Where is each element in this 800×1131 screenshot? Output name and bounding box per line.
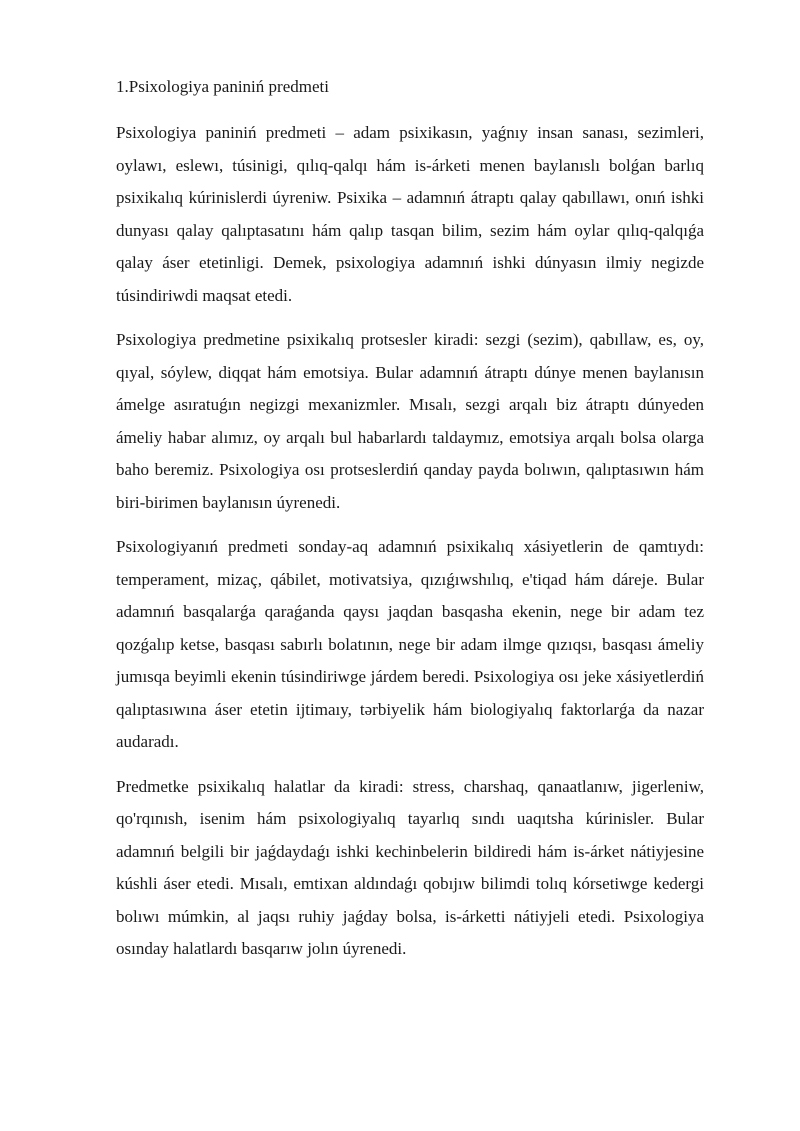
paragraph-2: Psixologiya predmetine psixikalıq protsesler kiradi: sezgi (sezim), qabıllaw, es, oy, qıyal, sóylew, diqqat hám emotsiya. Bular adamnıń átraptı dúnye menen baylanısın ámelge asıratuǵın negizgi mexanizmler. Mısalı, sezgi arqalı biz átraptı dúnyeden ámeliy habar alımız, oy arqalı bul habarlardı taldaymız, emotsiya arqalı bolsa olarga baho beremiz. Psixologiya osı protseslerdiń qanday payda bolıwın, qalıptasıwın hám biri-birimen baylanısın úyrenedi. <box>116 330 704 512</box>
section-heading: 1.Psixologiya paniniń predmeti <box>116 77 329 96</box>
document-body <box>116 74 704 978</box>
paragraph-3: Psixologiyanıń predmeti sonday-aq adamnıń psixikalıq xásiyetlerin de qamtıydı: temperament, mizaç, qábilet, motivatsiya, qızıǵıwshılıq, e'tiqad hám dáreje. Bular adamnıń basqalarǵa qaraǵanda qaysı jaqdan basqasha ekenin, nege bir adam tez qozǵalıp ketse, basqası sabırlı bolatının, nege bir adam ilmge qızıqsı, basqası ámeliy jumısqa beyimli ekenin túsindiriwge járdem beredi. Psixologiya osı jeke xásiyetlerdiń qalıptasıwına áser etetin ijtimaıy, tərbiyelik hám biologiyalıq faktorlarǵa da nazar audaradı. <box>116 537 704 751</box>
paragraph-1: Psixologiya paniniń predmeti – adam psixikasın, yaǵnıy insan sanası, sezimleri, oylawı, eslewı, túsinigi, qılıq-qalqı hám is-árketi menen baylanıslı bolǵan barlıq psixikalıq kúrinislerdi úyreniw. Psixika – adamnıń átraptı qalay qabıllawı, onıń ishki dunyası qalay qalıptasatını hám qalıp tasqan bilim, sezim hám oylar qılıq-qalqıǵa qalay áser etetinligi. Demek, psixologiya adamnıń ishki dúnyasın ilmiy negizde túsindiriwdi maqsat etedi. <box>116 123 704 305</box>
paragraph-4: Predmetke psixikalıq halatlar da kiradi: stress, charshaq, qanaatlanıw, jigerleniw, qo'rqınısh, isenim hám psixologiyalıq tayarlıq sındı uaqıtsha kúrinisler. Bular adamnıń belgili bir jaǵdaydaǵı ishki kechinbelerin bildiredi hám is-árket nátiyjesine kúshli áser etedi. Mısalı, emtixan aldındaǵı qobıjıw bilimdi tolıq kórsetiwge kedergi bolıwı múmkin, al jaqsı ruhiy jaǵday bolsa, is-árketti nátiyjeli etedi. Psixologiya osınday halatlardı basqarıw jolın úyrenedi. <box>116 776 704 958</box>
